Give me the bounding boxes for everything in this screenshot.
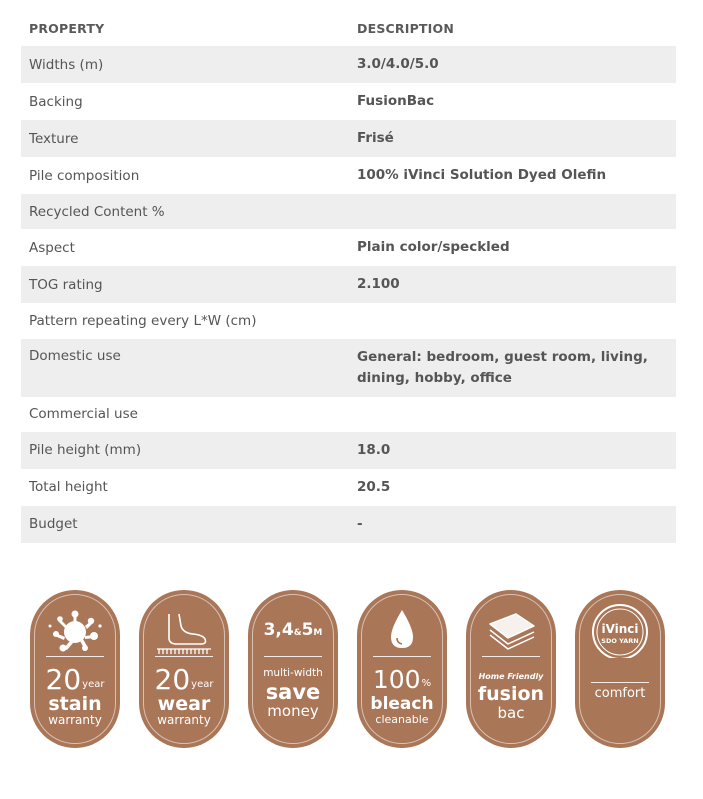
- badge-word: wear: [157, 693, 211, 715]
- ivinci-brand: iVinci: [601, 622, 639, 636]
- badge-number: 100%: [372, 665, 432, 694]
- property-cell: Total height: [29, 479, 108, 496]
- property-cell: Backing: [29, 93, 83, 110]
- ivinci-yarn: SDO YARN: [601, 637, 639, 645]
- property-cell: Recycled Content %: [29, 203, 165, 220]
- badge-word: bleach: [370, 694, 434, 714]
- table-body: [21, 46, 676, 543]
- property-cell: Aspect: [29, 239, 75, 256]
- badge-tagline: Home Friendly: [478, 672, 544, 681]
- badge-word: stain: [48, 693, 102, 715]
- table-row: [21, 266, 676, 303]
- width-sizes: 3,4&5M: [263, 620, 323, 640]
- table-row: [21, 339, 676, 397]
- badge-divider: [482, 656, 540, 657]
- description-cell: FusionBac: [357, 93, 435, 109]
- property-cell: Pile composition: [29, 167, 140, 184]
- description-cell: 2.100: [357, 276, 400, 293]
- foot-carpet-icon: [139, 604, 229, 656]
- badge-line1: multi-width: [263, 667, 323, 679]
- table-header: [21, 10, 676, 46]
- water-drop-icon: [357, 604, 447, 656]
- badge-divider: [155, 656, 213, 657]
- badge-sub: bac: [497, 704, 525, 722]
- multi-width-badge: [248, 590, 338, 748]
- table-row: [21, 469, 676, 506]
- feature-badges: [30, 590, 670, 750]
- property-cell: Pattern repeating every L*W (cm): [29, 312, 257, 329]
- badge-sub: warranty: [157, 713, 211, 727]
- badge-divider: [264, 656, 322, 657]
- property-cell: Domestic use: [29, 347, 121, 364]
- property-cell: Budget: [29, 516, 78, 533]
- badge-sub: comfort: [594, 686, 646, 701]
- header-property: PROPERTY: [29, 20, 105, 36]
- spec-table: [21, 10, 676, 543]
- table-row: [21, 303, 676, 338]
- badge-number: 20year: [45, 663, 105, 696]
- property-cell: Commercial use: [29, 406, 138, 423]
- table-row: [21, 194, 676, 229]
- table-row: [21, 157, 676, 194]
- stain-warranty-badge: [30, 590, 120, 748]
- badge-number: 20year: [154, 663, 214, 696]
- badge-divider: [591, 682, 649, 683]
- description-cell: 100% iVinci Solution Dyed Olefin: [357, 167, 607, 183]
- table-row: [21, 432, 676, 469]
- description-cell: -: [357, 515, 363, 532]
- bleach-cleanable-badge: [357, 590, 447, 748]
- badge-word: save: [265, 680, 321, 704]
- table-row: [21, 46, 676, 83]
- description-cell: General: bedroom, guest room, living, dining, hobby, office: [357, 348, 648, 386]
- table-row: [21, 506, 676, 543]
- badge-sub: money: [267, 702, 319, 720]
- table-row: [21, 397, 676, 432]
- badge-sub: cleanable: [375, 713, 429, 726]
- property-cell: Pile height (mm): [29, 442, 142, 459]
- badge-word: fusion: [477, 683, 545, 705]
- description-cell: 18.0: [357, 441, 391, 458]
- description-cell: 3.0/4.0/5.0: [357, 56, 439, 72]
- property-cell: TOG rating: [29, 276, 103, 293]
- header-description: DESCRIPTION: [357, 20, 454, 36]
- description-cell: Frisé: [357, 130, 394, 146]
- property-cell: Widths (m): [29, 56, 104, 73]
- carpet-layers-icon: [466, 604, 556, 656]
- badge-sub: warranty: [48, 713, 102, 727]
- wear-warranty-badge: [139, 590, 229, 748]
- description-cell: 20.5: [357, 478, 391, 495]
- badge-divider: [373, 656, 431, 657]
- fusion-bac-badge: [466, 590, 556, 748]
- description-cell: Plain color/speckled: [357, 239, 510, 256]
- table-row: [21, 229, 676, 266]
- property-cell: Texture: [29, 130, 79, 147]
- table-row: [21, 120, 676, 157]
- ivinci-comfort-badge: [575, 590, 665, 748]
- table-row: [21, 83, 676, 120]
- stain-splat-icon: [30, 604, 120, 656]
- badge-divider: [46, 656, 104, 657]
